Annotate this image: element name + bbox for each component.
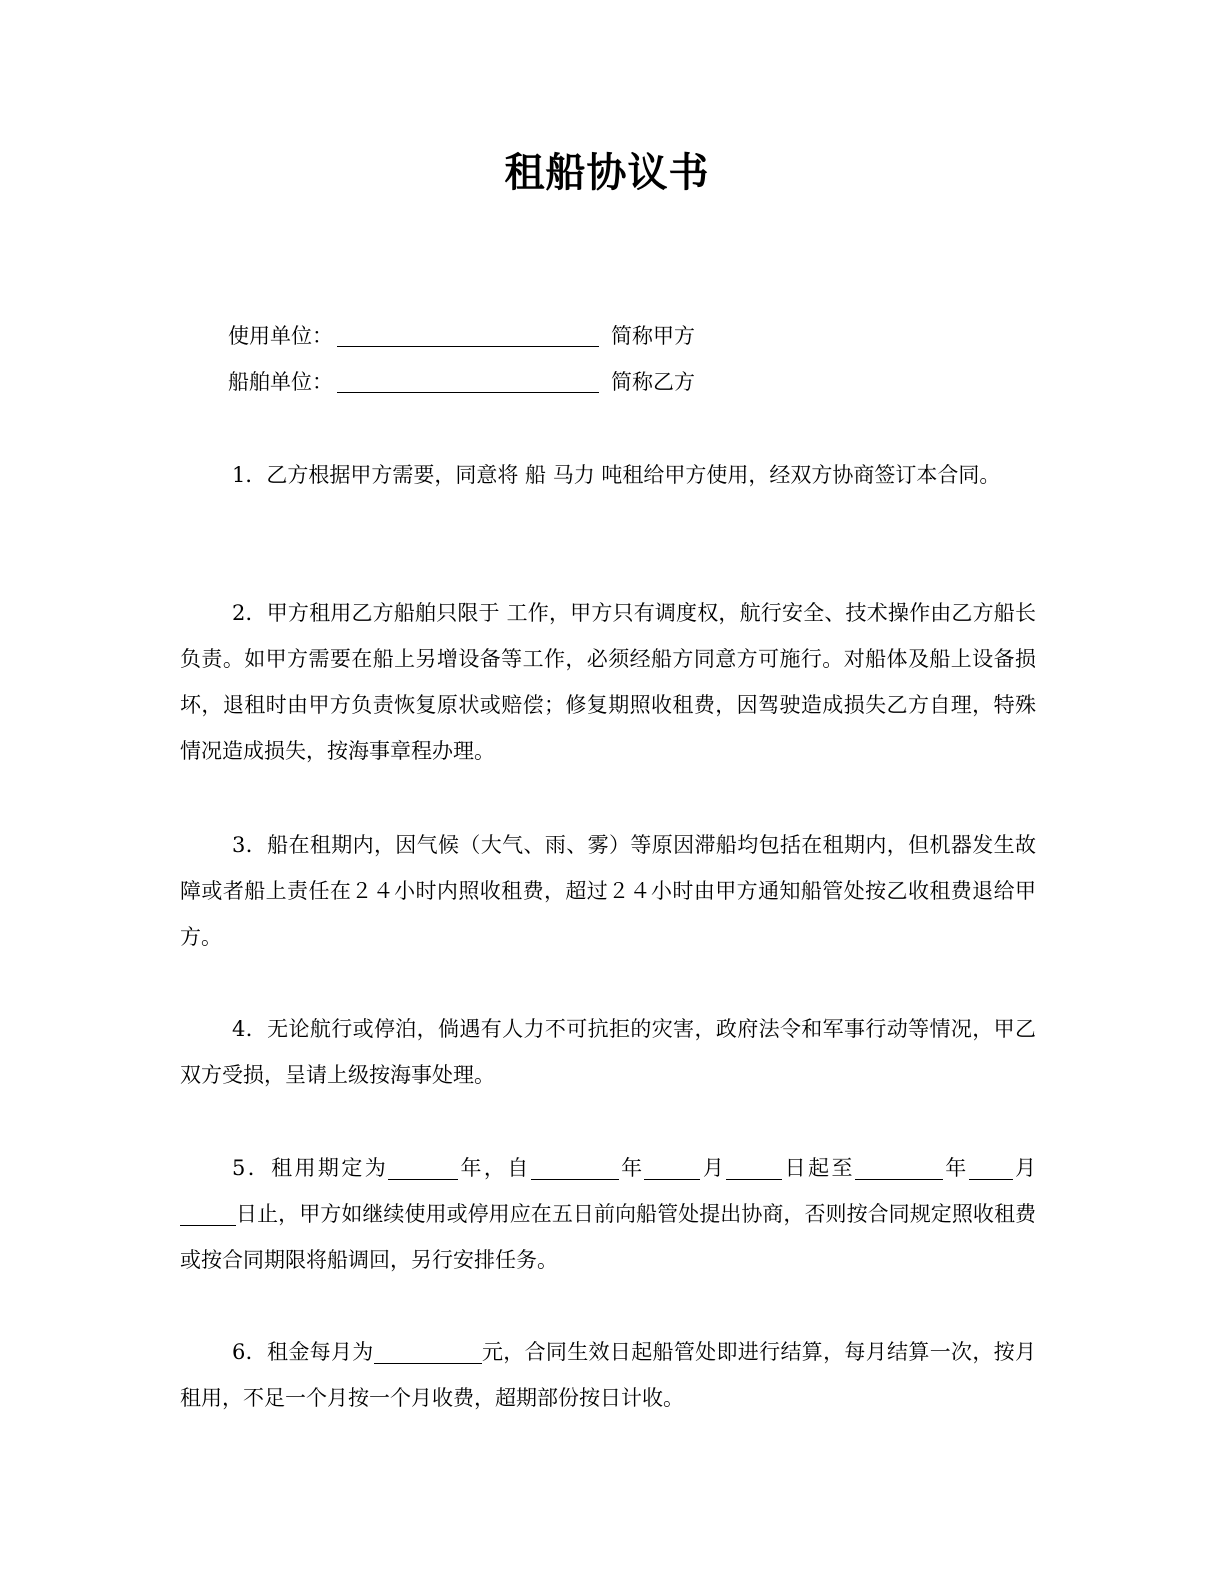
party-b-suffix: 简称乙方 [611,370,695,394]
party-b-line [228,367,695,397]
clause-5-text: 月 [1012,1156,1037,1180]
clause-5-text: 年，自 [458,1156,531,1180]
clause-6-text: 6．租金每月为 [232,1340,374,1364]
end-year-blank[interactable] [855,1157,943,1180]
party-a-blank[interactable] [337,345,599,347]
clause-5-text: 年 [618,1156,645,1180]
lease-years-blank[interactable] [388,1157,458,1180]
start-year-blank[interactable] [531,1157,619,1180]
clause-6-text: 元，合同生效日起船管处即进行结算，每月结算一次，按月租用，不足一个月按一个月收费，超期部份按日计收。 [180,1340,1036,1410]
clause-5-text: 5．租用期定为 [232,1156,389,1180]
party-b-label: 船舶单位： [228,370,333,394]
clause-5-text: 日止，甲方如继续使用或停用应在五日前向船管处提出协商，否则按合同规定照收租费或按合同期限将船调回，另行安排任务。 [180,1202,1036,1272]
clause-6 [180,1329,1036,1421]
party-a-line [228,321,695,351]
start-month-blank[interactable] [644,1157,700,1180]
clause-3: 3．船在租期内，因气候（大气、雨、雾）等原因滞船均包括在租期内，但机器发生故障或者船上责任在２４小时内照收租费，超过２４小时由甲方通知船管处按乙收租费退给甲方。 [180,833,1036,949]
clause-5-text: 年 [942,1156,969,1180]
clause-5 [180,1145,1036,1283]
end-day-blank[interactable] [180,1203,236,1226]
monthly-rent-blank[interactable] [374,1341,482,1364]
clause-4: 4．无论航行或停泊，倘遇有人力不可抗拒的灾害，政府法令和军事行动等情况，甲乙双方受损，呈请上级按海事处理。 [180,1017,1036,1087]
clause-5-text: 月 [700,1156,727,1180]
clause-1: 1．乙方根据甲方需要，同意将 船 马力 吨租给甲方使用，经双方协商签订本合同。 [232,463,1001,487]
clause-5-text: 日起至 [782,1156,855,1180]
document-title: 租船协议书 [504,150,710,196]
party-b-blank[interactable] [337,391,599,393]
start-day-blank[interactable] [726,1157,782,1180]
clause-2: 2．甲方租用乙方船舶只限于 工作，甲方只有调度权，航行安全、技术操作由乙方船长负责。如甲方需要在船上另增设备等工作，必须经船方同意方可施行。对船体及船上设备损坏，退租时由甲方负责恢复原状或赔偿；修复期照收租费，因驾驶造成损失乙方自理，特殊情况造成损失，按海事章程办理。 [180,601,1036,763]
party-a-suffix: 简称甲方 [611,324,695,348]
party-a-label: 使用单位： [228,324,333,348]
end-month-blank[interactable] [969,1157,1013,1180]
